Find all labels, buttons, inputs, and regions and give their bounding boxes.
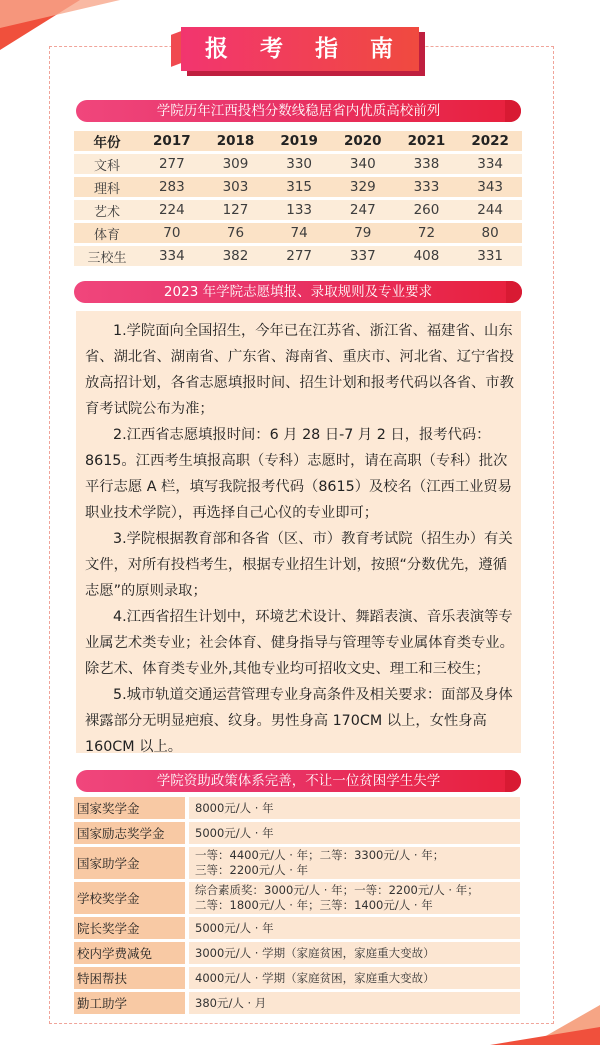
aid-name: 勤工助学 bbox=[74, 992, 185, 1014]
table-cell: 343 bbox=[458, 177, 522, 197]
row-label: 艺术 bbox=[74, 200, 140, 220]
aid-value bbox=[189, 942, 520, 964]
table-cell: 133 bbox=[267, 200, 331, 220]
table-row bbox=[74, 223, 522, 243]
aid-value-line: 3000元/人 · 学期（家庭贫困，家庭重大变故） bbox=[195, 945, 435, 960]
table-header-cell: 2022 bbox=[458, 131, 522, 151]
section-heading-scores-text: 学院历年江西投档分数线稳居省内优质高校前列 bbox=[156, 103, 441, 119]
table-cell: 80 bbox=[458, 223, 522, 243]
table-cell: 382 bbox=[204, 246, 268, 266]
aid-policy-table bbox=[74, 797, 520, 1017]
rule-paragraph: 2.江西省志愿填报时间：6 月 28 日-7 月 2 日，报考代码：8615。江西考生填报高职（专科）志愿时，请在高职（专科）批次平行志愿 A 栏，填写我院报考代码（8615）及校名（江西工业贸易职业技术学院），再选择自己心仪的专业即可； bbox=[85, 427, 512, 521]
aid-value bbox=[189, 822, 520, 844]
table-cell: 331 bbox=[458, 246, 522, 266]
table-header-cell: 年份 bbox=[74, 131, 140, 151]
rule-paragraph: 4.江西省招生计划中，环境艺术设计、舞蹈表演、音乐表演等专业属艺术类专业；社会体育、健身指导与管理等专业属体育类专业。除艺术、体育类专业外,其他专业均可招收文史、理工和三校生； bbox=[85, 609, 514, 677]
table-cell: 260 bbox=[395, 200, 459, 220]
table-row bbox=[74, 847, 520, 879]
rule-paragraph: 1.学院面向全国招生，今年已在江苏省、浙江省、福建省、山东省、湖北省、湖南省、广东省、海南省、重庆市、河北省、辽宁省投放高招计划，各省志愿填报时间、招生计划和报考代码以各省、市教育考试院公布为准； bbox=[85, 323, 514, 417]
table-cell: 330 bbox=[267, 154, 331, 174]
aid-name: 院长奖学金 bbox=[74, 917, 185, 939]
table-cell: 309 bbox=[204, 154, 268, 174]
aid-value-line: 5000元/人 · 年 bbox=[195, 920, 274, 935]
aid-value bbox=[189, 992, 520, 1014]
table-row bbox=[74, 177, 522, 197]
table-cell: 72 bbox=[395, 223, 459, 243]
table-cell: 277 bbox=[140, 154, 204, 174]
aid-value bbox=[189, 882, 520, 914]
aid-value bbox=[189, 967, 520, 989]
table-row bbox=[74, 917, 520, 939]
aid-value bbox=[189, 797, 520, 819]
aid-value-line: 4000元/人 · 学期（家庭贫困，家庭重大变故） bbox=[195, 970, 435, 985]
table-cell: 74 bbox=[267, 223, 331, 243]
table-header-cell: 2019 bbox=[267, 131, 331, 151]
score-table bbox=[74, 128, 522, 269]
row-label: 理科 bbox=[74, 177, 140, 197]
table-cell: 127 bbox=[204, 200, 268, 220]
table-cell: 76 bbox=[204, 223, 268, 243]
table-cell: 408 bbox=[395, 246, 459, 266]
rules-text-block bbox=[85, 318, 515, 760]
section-heading-aid-text: 学院资助政策体系完善，不让一位贫困学生失学 bbox=[156, 773, 441, 789]
table-cell: 337 bbox=[331, 246, 395, 266]
corner-decoration-bottom-right-dark bbox=[490, 1027, 600, 1045]
table-cell: 303 bbox=[204, 177, 268, 197]
table-row bbox=[74, 967, 520, 989]
aid-name: 特困帮扶 bbox=[74, 967, 185, 989]
aid-value-line: 综合素质奖：3000元/人 · 年；一等：2200元/人 · 年； bbox=[195, 883, 479, 897]
title-banner bbox=[181, 27, 419, 71]
table-cell: 224 bbox=[140, 200, 204, 220]
aid-name: 国家助学金 bbox=[74, 847, 185, 879]
table-row bbox=[74, 246, 522, 266]
row-label: 体育 bbox=[74, 223, 140, 243]
rule-paragraph: 5.城市轨道交通运营管理专业身高条件及相关要求：面部及身体裸露部分无明显疤痕、纹身。男性身高 170CM 以上，女性身高 160CM 以上。 bbox=[85, 687, 513, 755]
corner-decoration-top-left-light bbox=[0, 0, 120, 28]
table-cell: 244 bbox=[458, 200, 522, 220]
aid-value bbox=[189, 917, 520, 939]
page-title: 报 考 指 南 bbox=[204, 36, 406, 62]
row-label: 文科 bbox=[74, 154, 140, 174]
table-row bbox=[74, 992, 520, 1014]
aid-value-line: 380元/人 · 月 bbox=[195, 995, 267, 1010]
table-cell: 79 bbox=[331, 223, 395, 243]
table-header-row bbox=[74, 131, 522, 151]
table-cell: 247 bbox=[331, 200, 395, 220]
table-row bbox=[74, 154, 522, 174]
table-cell: 315 bbox=[267, 177, 331, 197]
aid-value-line: 一等：4400元/人 · 年；二等：3300元/人 · 年； bbox=[195, 848, 445, 862]
table-row bbox=[74, 822, 520, 844]
aid-value-line: 5000元/人 · 年 bbox=[195, 825, 274, 840]
table-row bbox=[74, 882, 520, 914]
table-row bbox=[74, 200, 522, 220]
aid-value-line: 8000元/人 · 年 bbox=[195, 800, 274, 815]
table-cell: 277 bbox=[267, 246, 331, 266]
table-cell: 329 bbox=[331, 177, 395, 197]
aid-name: 校内学费减免 bbox=[74, 942, 185, 964]
aid-value-line: 三等：2200元/人 · 年 bbox=[195, 863, 309, 877]
section-heading-scores bbox=[76, 100, 521, 122]
aid-name: 学校奖学金 bbox=[74, 882, 185, 914]
section-heading-rules-text: 2023 年学院志愿填报、录取规则及专业要求 bbox=[163, 284, 433, 300]
aid-name: 国家奖学金 bbox=[74, 797, 185, 819]
table-header-cell: 2017 bbox=[140, 131, 204, 151]
section-heading-aid bbox=[76, 770, 521, 792]
aid-value bbox=[189, 847, 520, 879]
table-cell: 338 bbox=[395, 154, 459, 174]
row-label: 三校生 bbox=[74, 246, 140, 266]
table-header-cell: 2018 bbox=[204, 131, 268, 151]
aid-value-line: 二等：1800元/人 · 年；三等：1400元/人 · 年 bbox=[195, 898, 433, 912]
table-header-cell: 2020 bbox=[331, 131, 395, 151]
aid-name: 国家励志奖学金 bbox=[74, 822, 185, 844]
table-cell: 334 bbox=[458, 154, 522, 174]
section-heading-rules bbox=[74, 281, 522, 303]
table-cell: 340 bbox=[331, 154, 395, 174]
table-cell: 333 bbox=[395, 177, 459, 197]
table-cell: 70 bbox=[140, 223, 204, 243]
table-cell: 283 bbox=[140, 177, 204, 197]
table-header-cell: 2021 bbox=[395, 131, 459, 151]
table-cell: 334 bbox=[140, 246, 204, 266]
table-row bbox=[74, 797, 520, 819]
table-row bbox=[74, 942, 520, 964]
rule-paragraph: 3.学院根据教育部和各省（区、市）教育考试院（招生办）有关文件，对所有投档考生，根据专业招生计划，按照“分数优先，遵循志愿”的原则录取； bbox=[85, 531, 513, 599]
